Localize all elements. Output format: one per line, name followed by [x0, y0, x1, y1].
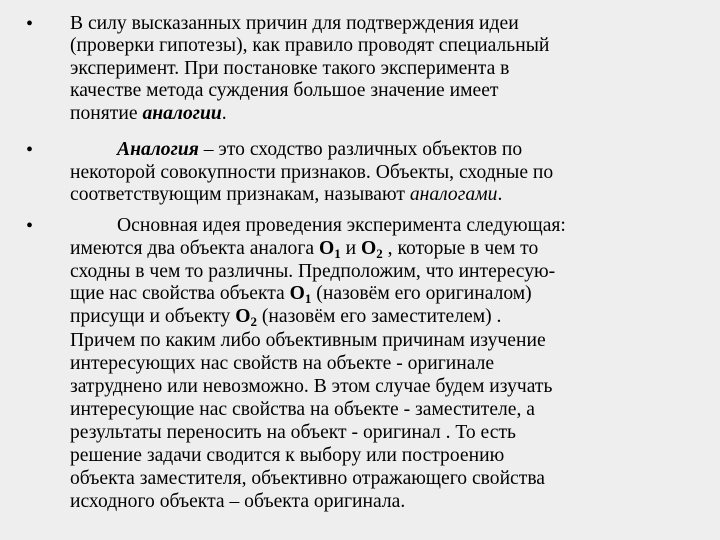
text-line: интересующие нас свойства на объекте - заместителе, а: [70, 399, 535, 420]
object-o1: О: [318, 238, 335, 259]
object-o2: О: [235, 306, 251, 327]
text-run: (назовём его заместителем) .: [256, 306, 502, 327]
subscript: 1: [304, 291, 312, 306]
bullet-marker: •: [26, 13, 34, 35]
text-line: В силу высказанных причин для подтверждения идеи: [70, 13, 519, 34]
text-line: Основная идея проведения эксперимента следующая:: [117, 215, 566, 236]
text-line: решение задачи сводится к выбору или построению: [70, 445, 505, 466]
text-run: (назовём его оригиналом): [311, 283, 532, 304]
text-line: исходного объекта – объекта оригинала.: [70, 491, 406, 512]
text-line: эксперимент. При постановке такого эксперимента в: [70, 58, 510, 79]
text-run: .: [497, 184, 503, 205]
term-analogy-definition: Аналогия: [117, 139, 199, 160]
text-run: .: [221, 103, 227, 124]
text-line: [70, 306, 501, 328]
text-line: сходны в чем то различны. Предположим, что интересую-: [70, 261, 556, 282]
text-line: некоторой совокупности признаков. Объекты, сходные по: [70, 162, 554, 183]
text-run: присущи и объекту: [70, 306, 236, 327]
object-o2: О: [361, 238, 377, 259]
subscript: 1: [334, 246, 341, 261]
text-line: интересующих нас свойств на объекте - оригинале: [70, 353, 495, 374]
text-line: результаты переносить на объект - оригинал . То есть: [70, 422, 516, 443]
text-line: [70, 238, 538, 260]
object-o1: О: [289, 283, 305, 304]
text-line: объекта заместителя, объективно отражающего свойства: [70, 468, 546, 489]
text-run: соответствующим признакам, называют: [70, 184, 410, 205]
subscript: 2: [250, 314, 257, 329]
term-analogs: аналогами: [409, 184, 498, 205]
text-run: имеются два объекта аналога: [70, 238, 319, 259]
text-line: (проверки гипотезы), как правило проводят специальный: [70, 35, 550, 56]
bullet-marker: •: [26, 215, 34, 237]
text-run: понятие: [70, 103, 143, 124]
bullet-marker: •: [26, 139, 34, 161]
subscript: 2: [376, 246, 383, 261]
text-line: качестве метода суждения большое значение имеет: [70, 80, 499, 101]
text-run: и: [340, 238, 361, 259]
text-line: [70, 103, 227, 125]
text-line: [70, 184, 502, 206]
text-line: [117, 139, 522, 161]
text-run: щие нас свойства объекта: [70, 283, 290, 304]
text-run: – это сходство различных объектов по: [198, 139, 523, 160]
text-line: затруднено или невозможно. В этом случае будем изучать: [70, 376, 553, 397]
term-analogy: аналогии: [142, 103, 222, 124]
text-line: [70, 283, 532, 305]
text-line: Причем по каким либо объективным причинам изучение: [70, 330, 546, 351]
text-run: , которые в чем то: [382, 238, 539, 259]
